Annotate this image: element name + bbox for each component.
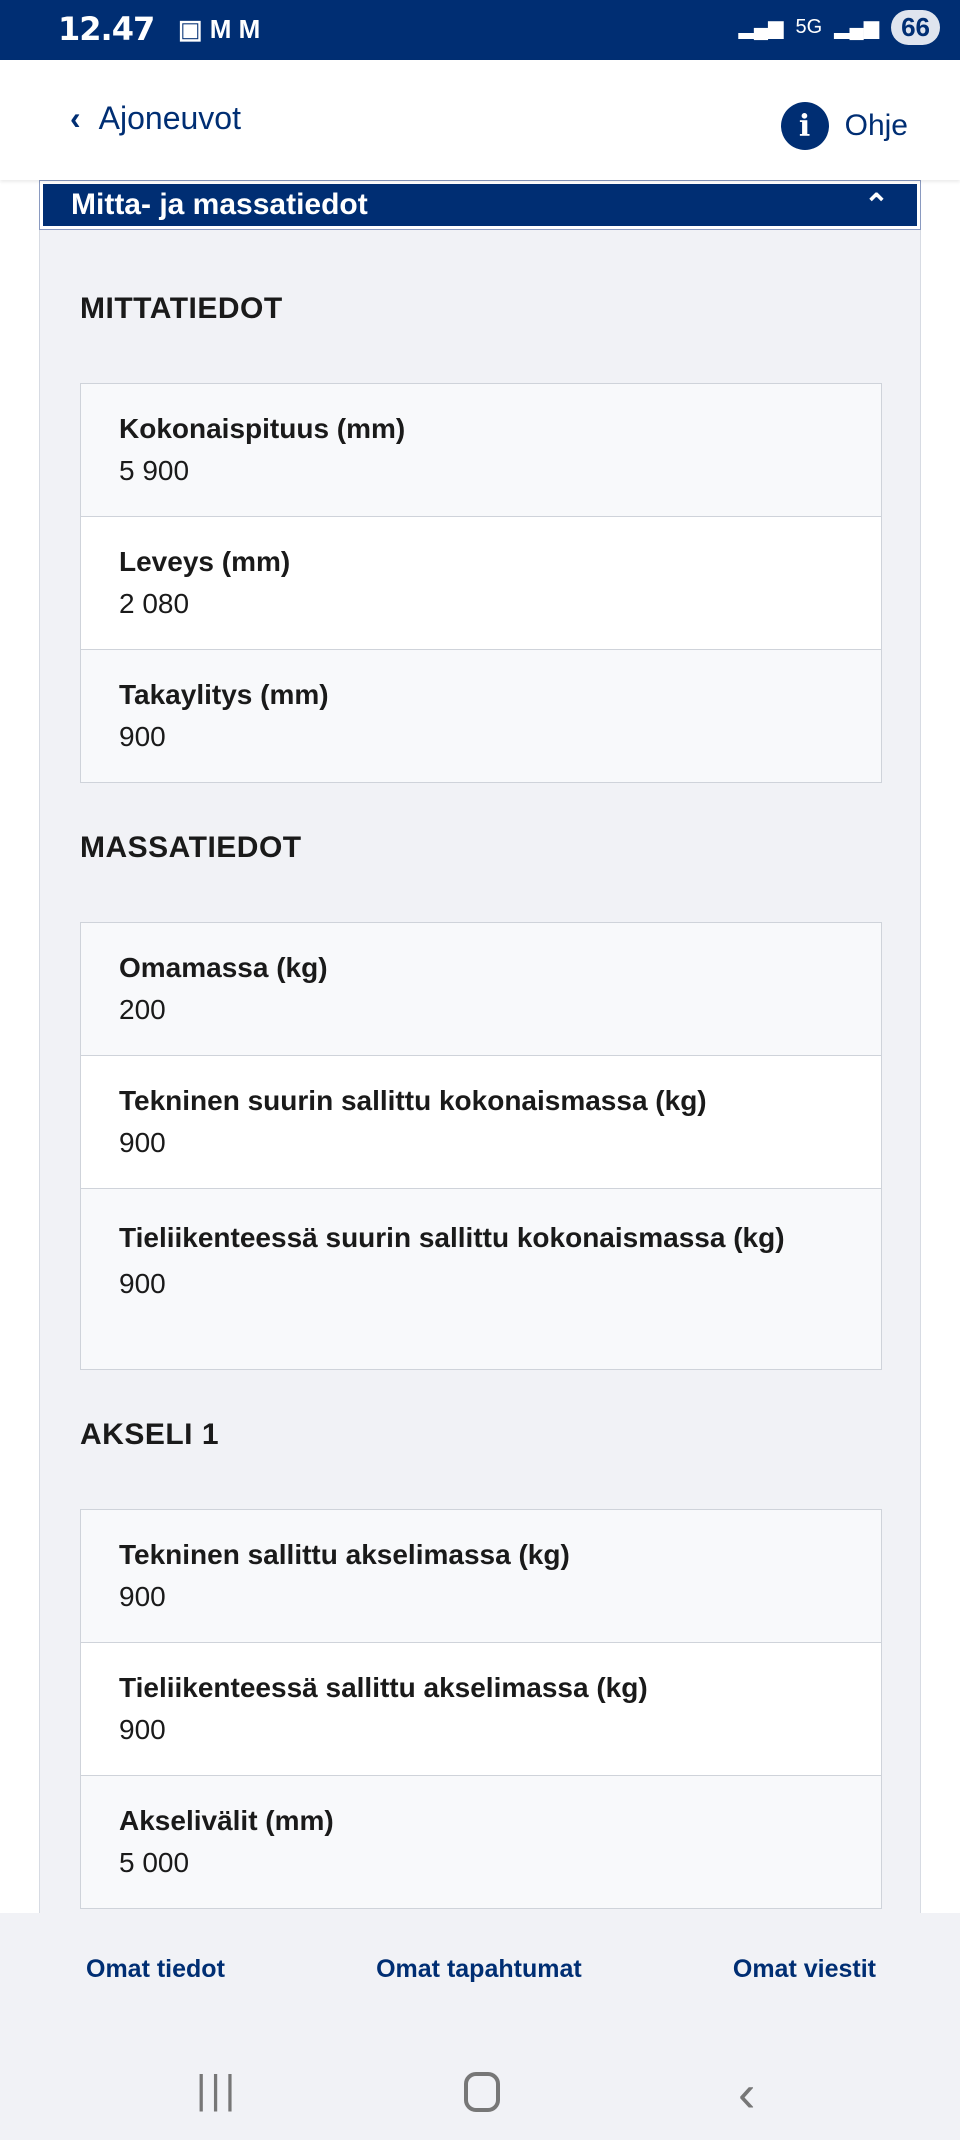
panel-title: Mitta- ja massatiedot xyxy=(71,188,368,221)
row-label: Tekninen suurin sallittu kokonaismassa (kg) xyxy=(119,1085,707,1116)
panel-header[interactable] xyxy=(40,181,920,229)
row-value: 900 xyxy=(119,721,166,752)
row-value: 900 xyxy=(119,1581,166,1612)
bottom-navigation xyxy=(0,1913,960,2140)
table-row xyxy=(81,649,881,782)
row-label: Akselivälit (mm) xyxy=(119,1805,334,1836)
back-button[interactable] xyxy=(70,100,241,137)
data-table xyxy=(80,922,882,1370)
row-value: 2 080 xyxy=(119,588,190,619)
measurements-panel xyxy=(39,130,921,1920)
data-table xyxy=(80,383,882,783)
status-bar xyxy=(0,0,960,60)
table-row xyxy=(81,923,881,1055)
info-icon: i xyxy=(781,102,829,150)
system-nav-bar xyxy=(0,2065,960,2128)
section-title: MITTATIEDOT xyxy=(80,292,283,325)
row-label: Tieliikenteessä sallittu akselimassa (kg) xyxy=(119,1672,648,1703)
row-value: 5 000 xyxy=(119,1847,190,1878)
row-label: Leveys (mm) xyxy=(119,546,291,577)
row-value: 900 xyxy=(119,1127,166,1158)
row-label: Kokonaispituus (mm) xyxy=(119,413,406,444)
back-nav-icon[interactable]: ‹ xyxy=(738,2065,756,2123)
network-type: 5G xyxy=(795,16,823,38)
row-value: 900 xyxy=(119,1268,166,1299)
data-table xyxy=(80,1509,882,1909)
row-label: Omamassa (kg) xyxy=(119,952,328,983)
table-row xyxy=(81,1642,881,1775)
table-row xyxy=(81,516,881,649)
section-title: MASSATIEDOT xyxy=(80,831,302,864)
nav-link-omat-viestit[interactable]: Omat viestit xyxy=(732,1955,876,1983)
table-row xyxy=(81,1188,881,1369)
row-label: Tieliikenteessä suurin sallittu kokonaismassa (kg) xyxy=(119,1222,785,1253)
chevron-left-icon: ‹ xyxy=(70,100,81,136)
nav-link-omat-tiedot[interactable]: Omat tiedot xyxy=(86,1955,225,1983)
row-value: 5 900 xyxy=(119,455,190,486)
signal-icon-2: ▂▄▆ xyxy=(834,17,880,39)
row-value: 900 xyxy=(119,1714,166,1745)
table-row xyxy=(81,1055,881,1188)
notification-icons xyxy=(178,14,260,45)
gmail-icon: M M xyxy=(209,14,261,44)
table-row xyxy=(81,1775,881,1908)
collapse-icon[interactable]: ⌃ xyxy=(863,188,889,222)
home-icon[interactable] xyxy=(464,2072,500,2112)
teams-icon: ▣ xyxy=(178,14,210,44)
row-label: Takaylitys (mm) xyxy=(119,679,329,710)
status-time: 12.47 xyxy=(58,10,155,48)
table-row xyxy=(81,1510,881,1642)
row-label: Tekninen sallittu akselimassa (kg) xyxy=(119,1539,570,1570)
row-value: 200 xyxy=(119,994,166,1025)
table-row xyxy=(81,384,881,516)
app-header xyxy=(0,60,960,180)
signal-icon: ▂▄▆ xyxy=(738,17,784,39)
help-label: Ohje xyxy=(844,109,908,142)
section-title: AKSELI 1 xyxy=(80,1418,220,1451)
nav-link-omat-tapahtumat[interactable]: Omat tapahtumat xyxy=(376,1955,582,1983)
recent-apps-icon[interactable]: ||| xyxy=(196,2068,240,2112)
help-button[interactable] xyxy=(781,102,908,150)
battery-indicator: 66 xyxy=(891,10,940,45)
back-label: Ajoneuvot xyxy=(98,100,241,136)
